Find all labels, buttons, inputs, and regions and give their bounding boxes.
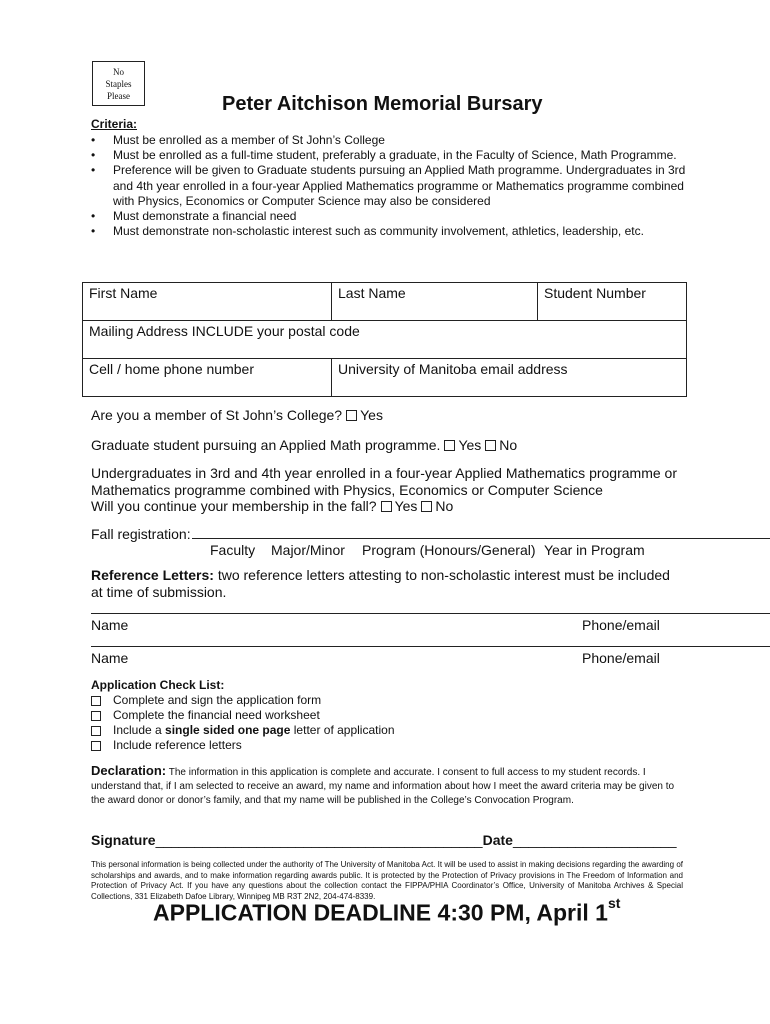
fall-registration-line[interactable] — [192, 538, 770, 539]
reference-2-name-label: Name — [91, 650, 129, 666]
criteria-heading: Criteria: — [91, 117, 138, 131]
fall-faculty-caption: Faculty — [210, 542, 256, 558]
membership-no-checkbox[interactable] — [421, 501, 432, 512]
date-line[interactable]: _____________________ — [512, 832, 677, 848]
checklist-checkbox[interactable] — [91, 741, 101, 751]
grad-no-checkbox[interactable] — [485, 440, 496, 451]
fall-program-caption: Program (Honours/General) — [362, 542, 536, 558]
student-number-field[interactable]: Student Number — [538, 283, 687, 321]
reference-1-name-label: Name — [91, 617, 129, 633]
fall-registration-label: Fall registration: — [91, 526, 191, 542]
criteria-item: • Must demonstrate non-scholastic interest such as community involvement, athletics, leadership, etc. — [91, 224, 691, 239]
privacy-notice: This personal information is being collected under the authority of The University of Manitoba Act. It will be used to assist in making decisions regarding the awarding of scholarships and awards, and to make information regarding awards public. It is protected by the Protection of Privacy provisions in The Freedom of Information and Protection of Privacy Act. If you have any questions about the collection contact the FIPPA/PHIA Coordinator’s Office, University of Manitoba Archives & Special Collections, 331 Elizabeth Dafoe Library, Winnipeg MB R3T 2N2, 204-474-8339. — [91, 860, 683, 901]
checklist-item: Include a single sided one page letter of application — [91, 723, 395, 738]
criteria-item: • Must be enrolled as a member of St John’s College — [91, 133, 691, 148]
applicant-info-table — [82, 282, 687, 397]
membership-yes-checkbox[interactable] — [381, 501, 392, 512]
signature-row: Signature__________________________________________Date_____________________ — [91, 832, 677, 848]
checklist-item: Include reference letters — [91, 738, 395, 753]
member-yes-checkbox[interactable] — [346, 410, 357, 421]
reference-1-phone-label: Phone/email — [582, 617, 660, 633]
checklist-checkbox[interactable] — [91, 696, 101, 706]
criteria-item: • Preference will be given to Graduate students pursuing an Applied Math programme. Undergraduates in 3rd and 4th year enrolled in a four-year Applied Mathematics programme or Mathematics programme combined with Physics, Economics or Computer Science may also be considered — [91, 163, 691, 209]
fall-major-caption: Major/Minor — [271, 542, 345, 558]
reference-2-phone-label: Phone/email — [582, 650, 660, 666]
no-staples-notice: No Staples Please — [92, 61, 145, 106]
email-field[interactable]: University of Manitoba email address — [332, 359, 687, 397]
grad-yes-checkbox[interactable] — [444, 440, 455, 451]
application-deadline: APPLICATION DEADLINE 4:30 PM, April 1st — [153, 895, 621, 926]
page-title: Peter Aitchison Memorial Bursary — [222, 93, 543, 115]
signature-line[interactable]: __________________________________________ — [155, 832, 483, 848]
checklist-checkbox[interactable] — [91, 711, 101, 721]
reference-2-line[interactable] — [91, 646, 770, 647]
mailing-address-field[interactable]: Mailing Address INCLUDE your postal code — [83, 321, 687, 359]
checklist-item: Complete the financial need worksheet — [91, 708, 395, 723]
question-member: Are you a member of St John’s College? Yes — [91, 407, 383, 423]
phone-field[interactable]: Cell / home phone number — [83, 359, 332, 397]
first-name-field[interactable]: First Name — [83, 283, 332, 321]
reference-letters: Reference Letters: two reference letters attesting to non-scholastic interest must be included at time of submission. — [91, 567, 670, 600]
criteria-item: • Must demonstrate a financial need — [91, 209, 691, 224]
criteria-item: • Must be enrolled as a full-time student, preferably a graduate, in the Faculty of Science, Math Programme. — [91, 148, 691, 163]
application-checklist: Application Check List: Complete and sign the application form Complete the financial need worksheet Include a single sided one page letter of application Include reference letters — [91, 678, 395, 752]
declaration: Declaration: The information in this application is complete and accurate. I consent to full access to my student records. I understand that, if I am selected to receive an award, my name and information about how I meet the award criteria may be given to the award donor or donor’s family, and that my name will be published in the College’s Convocation Program. — [91, 763, 675, 806]
question-undergrad: Undergraduates in 3rd and 4th year enrolled in a four-year Applied Mathematics programme or Mathematics programme combined with Physics, Economics or Computer Science Will you continue your membership in the fall? Yes No — [91, 465, 677, 514]
checklist-item: Complete and sign the application form — [91, 693, 395, 708]
last-name-field[interactable]: Last Name — [332, 283, 538, 321]
checklist-checkbox[interactable] — [91, 726, 101, 736]
criteria-list — [91, 133, 691, 239]
question-graduate: Graduate student pursuing an Applied Math programme. Yes No — [91, 437, 518, 453]
fall-year-caption: Year in Program — [544, 542, 645, 558]
reference-1-line[interactable] — [91, 613, 770, 614]
